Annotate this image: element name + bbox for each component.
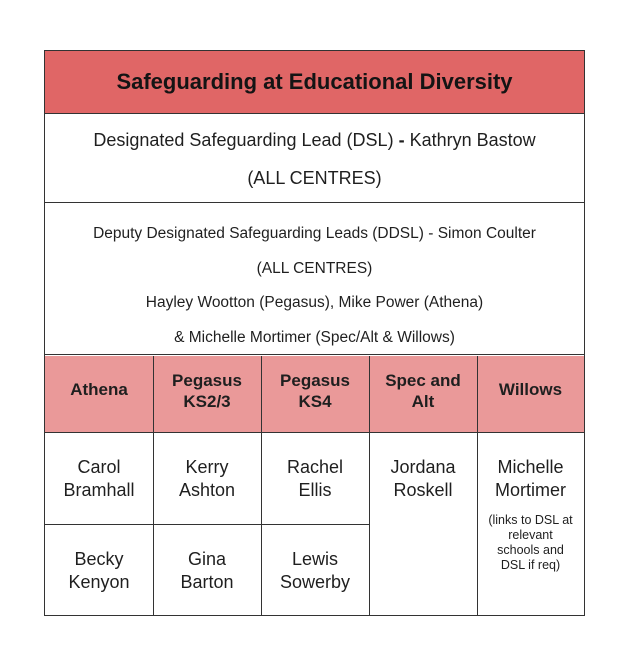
pegasus-ks4-contact-2-first: Lewis: [291, 549, 339, 569]
willows-contact-1: [477, 456, 584, 573]
willows-contact-1-last: Mortimer: [495, 480, 566, 500]
pegasus-ks4-contact-1-last: Ellis: [298, 480, 332, 500]
header-athena-label: Athena: [70, 380, 128, 399]
header-pegasus-ks23-line1: Pegasus: [172, 371, 242, 390]
ddsl-line-4: & Michelle Mortimer (Spec/Alt & Willows): [174, 328, 455, 346]
athena-contact-1: [45, 456, 153, 502]
pegasus-ks4-contact-2-last: Sowerby: [279, 572, 351, 592]
header-willows: [477, 356, 584, 433]
pegasus-ks23-contact-1-first: Kerry: [185, 457, 229, 477]
pegasus-ks23-contact-1: [153, 456, 261, 502]
header-pegasus-ks23: [153, 356, 261, 433]
pegasus-ks23-contact-2-last: Barton: [180, 572, 234, 592]
willows-note: [477, 513, 584, 573]
dsl-dash: -: [398, 130, 405, 150]
willows-note-line3: schools and: [497, 543, 564, 557]
dsl-line-1: [45, 121, 584, 159]
athena-contact-2-first: Becky: [74, 549, 124, 569]
header-spec-alt: [369, 356, 477, 433]
pegasus-ks23-contact-1-last: Ashton: [178, 480, 236, 500]
spec-alt-contact-1-first: Jordana: [390, 457, 456, 477]
ddsl-section: [45, 204, 584, 355]
header-willows-label: Willows: [498, 380, 563, 399]
willows-note-line4: DSL if req): [500, 558, 561, 572]
athena-contact-2: [45, 548, 153, 594]
header-spec-alt-line2: Alt: [411, 392, 435, 411]
willows-contact-1-first: Michelle: [497, 457, 564, 477]
dsl-line-2: (ALL CENTRES): [247, 168, 382, 188]
ddsl-line-3: Hayley Wootton (Pegasus), Mike Power (Athena): [145, 294, 484, 311]
safeguarding-table: [44, 50, 585, 616]
pegasus-ks4-contact-1: [261, 456, 369, 502]
header-pegasus-ks23-line2: KS2/3: [183, 392, 231, 411]
table-title: [45, 51, 584, 114]
header-pegasus-ks4: [261, 356, 369, 433]
divider: [369, 356, 370, 615]
header-spec-alt-line1: Spec and: [385, 371, 461, 390]
pegasus-ks23-contact-2-first: Gina: [187, 549, 227, 569]
divider: [261, 356, 262, 615]
dsl-section: [45, 114, 584, 203]
centre-grid: [45, 356, 584, 615]
willows-note-line2: relevant: [508, 528, 553, 542]
header-athena: [45, 356, 153, 433]
spec-alt-contact-1-last: Roskell: [393, 480, 453, 500]
ddsl-line-1: Deputy Designated Safeguarding Leads (DDSL) - Simon Coulter: [93, 225, 536, 242]
ddsl-line-2: (ALL CENTRES): [256, 259, 373, 277]
divider: [477, 356, 478, 615]
pegasus-ks4-contact-1-first: Rachel: [286, 457, 344, 477]
athena-contact-1-first: Carol: [77, 457, 121, 477]
divider: [153, 356, 154, 615]
title-text: Safeguarding at Educational Diversity: [116, 69, 513, 94]
spec-alt-contact-1: [369, 456, 477, 502]
athena-contact-2-last: Kenyon: [68, 572, 130, 592]
pegasus-ks4-contact-2: [261, 548, 369, 594]
dsl-name: Kathryn Bastow: [404, 130, 536, 150]
header-pegasus-ks4-line1: Pegasus: [280, 371, 350, 390]
dsl-role-label: Designated Safeguarding Lead (DSL): [93, 130, 399, 150]
header-pegasus-ks4-line2: KS4: [298, 392, 332, 411]
divider: [45, 524, 369, 525]
willows-note-line1: (links to DSL at: [488, 513, 573, 527]
pegasus-ks23-contact-2: [153, 548, 261, 594]
athena-contact-1-last: Bramhall: [63, 480, 135, 500]
